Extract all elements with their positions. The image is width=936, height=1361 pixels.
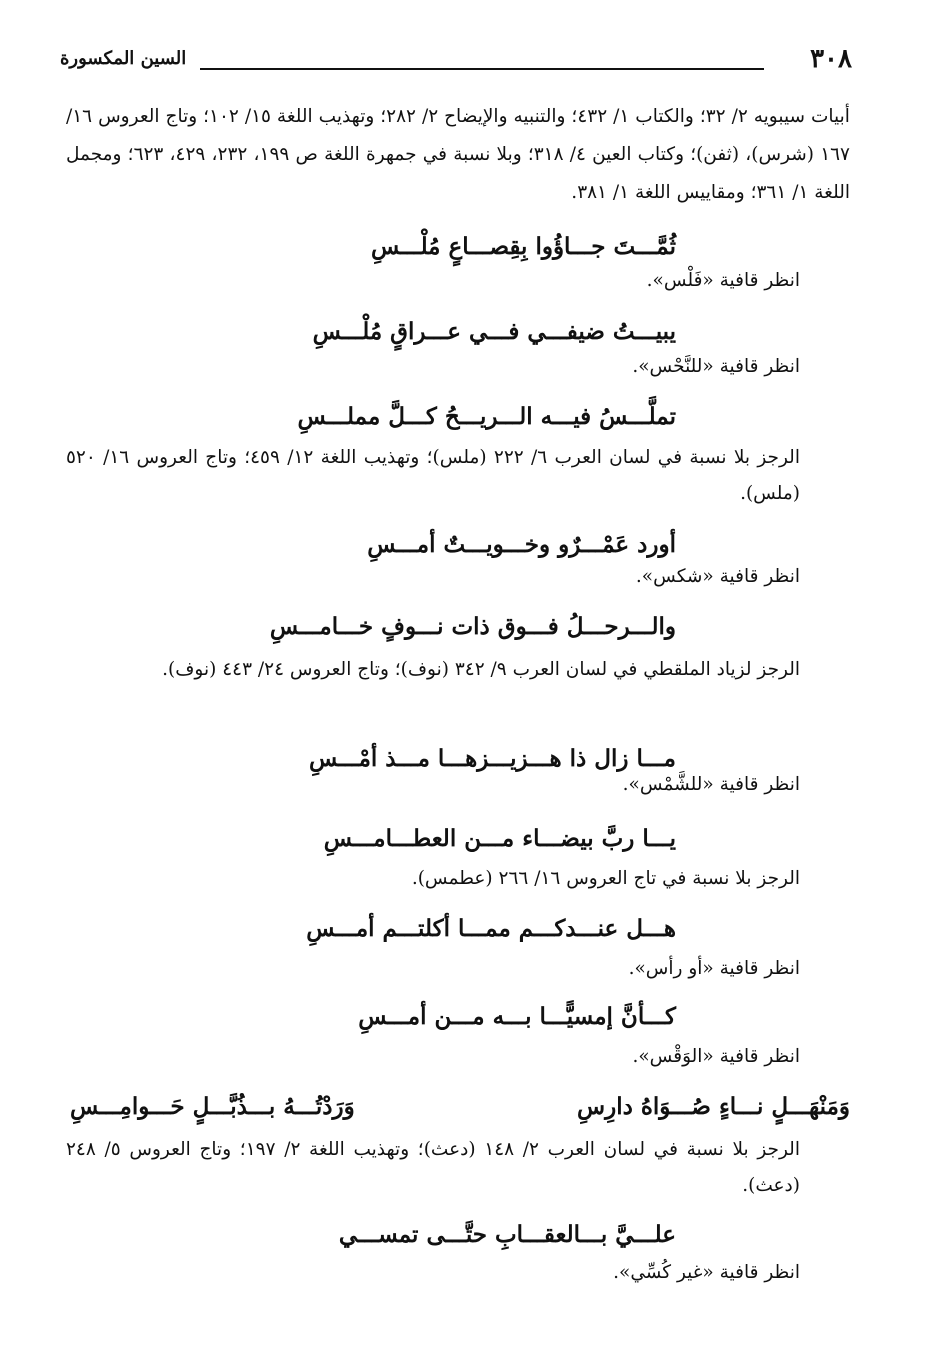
running-title: السين المكسورة <box>60 48 187 69</box>
verse-5: والـــرحـــلُ فـــوق ذات نـــوفٍ خـــامـــسِ <box>269 613 676 640</box>
couplet-second-hemistich: وَرَدْتُـــهُ بـــذُبَّـــلٍ حَـــوامِـــسِ <box>70 1093 355 1120</box>
verse-9: كـــأنَّ إمسيًّـــا بـــه مـــن أمـــسِ <box>358 1003 676 1030</box>
page-header <box>60 42 852 76</box>
verse-5-source: الرجز لزياد الملقطي في لسان العرب ٩/ ٣٤٢ (نوف)؛ وتاج العروس ٢٤/ ٤٤٣ (نوف). <box>162 659 800 680</box>
header-rule <box>200 68 764 70</box>
page-number: ٣٠٨ <box>810 44 852 74</box>
verse-6-note: انظر قافية «للشَّمْس». <box>622 774 800 795</box>
couplet-source: الرجز بلا نسبة في لسان العرب ٢/ ١٤٨ (دعث)؛ وتهذيب اللغة ٢/ ١٩٧؛ وتاج العروس ٥/ ٢٤٨ (دعث). <box>66 1139 800 1196</box>
couplet <box>70 1088 850 1126</box>
verse-7: يـــا ربَّ بيضـــاء مـــن العطـــامـــسِ <box>323 825 676 852</box>
verse-3-source: الرجز بلا نسبة في لسان العرب ٦/ ٢٢٢ (ملس)؛ وتهذيب اللغة ١٢/ ٤٥٩؛ وتاج العروس ١٦/ ٥٢٠ (ملس). <box>66 447 800 504</box>
verse-3: تملَّـــسُ فيـــه الـــريـــحُ كـــلَّ مملـــسِ <box>297 403 676 430</box>
verse-2-note: انظر قافية «للنَّحْس». <box>632 356 800 377</box>
verse-1: ثُمَّـــتَ جـــاؤُوا بِقِصـــاعٍ مُلْـــسِ <box>371 233 676 260</box>
verse-6: مـــا زال ذا هـــزيـــزهـــا مـــذ أمْـــسِ <box>309 745 676 772</box>
verse-8-note: انظر قافية «أو رأس». <box>628 958 800 979</box>
verse-1-note: انظر قافية «فَلْس». <box>646 270 800 291</box>
verse-8: هـــل عنـــدكـــم ممـــا أكلتـــم أمـــسِ <box>306 915 676 942</box>
verse-4: أورد عَمْـــرٌو وخـــويـــتٌ أمـــسِ <box>367 531 676 558</box>
verse-9-note: انظر قافية «الوَقْس». <box>632 1046 800 1067</box>
verse-final-note: انظر قافية «غير كُسِّي». <box>613 1262 800 1283</box>
verse-4-note: انظر قافية «شكس». <box>635 566 800 587</box>
couplet-first-hemistich: وَمَنْهَـــلٍ نـــاءٍ صُـــوَاهُ دارِسِ <box>577 1093 850 1120</box>
intro-paragraph: أبيات سيبويه ٢/ ٣٢؛ والكتاب ١/ ٤٣٢؛ والتنبيه والإيضاح ٢/ ٢٨٢؛ وتهذيب اللغة ١٥/ ١٠٢؛ وتاج العروس ١٦/ ١٦٧ (شرس)، (ثفن)؛ وكتاب العين ٤/ ٣١٨؛ وبلا نسبة في جمهرة اللغة ص ١٩٩، ٢٣٢، ٤٢٩، ٦٢٣؛ ومجمل اللغة ١/ ٣٦١؛ ومقاييس اللغة ١/ ٣٨١. <box>66 106 850 203</box>
verse-final: علـــيَّ بـــالعقـــابِ حتَّـــى تمســـي <box>338 1221 676 1248</box>
verse-7-source: الرجز بلا نسبة في تاج العروس ١٦/ ٢٦٦ (عطمس). <box>411 868 800 889</box>
verse-2: يبيـــتُ ضيفـــي فـــي عـــراقٍ مُلْـــسِ <box>312 318 676 345</box>
